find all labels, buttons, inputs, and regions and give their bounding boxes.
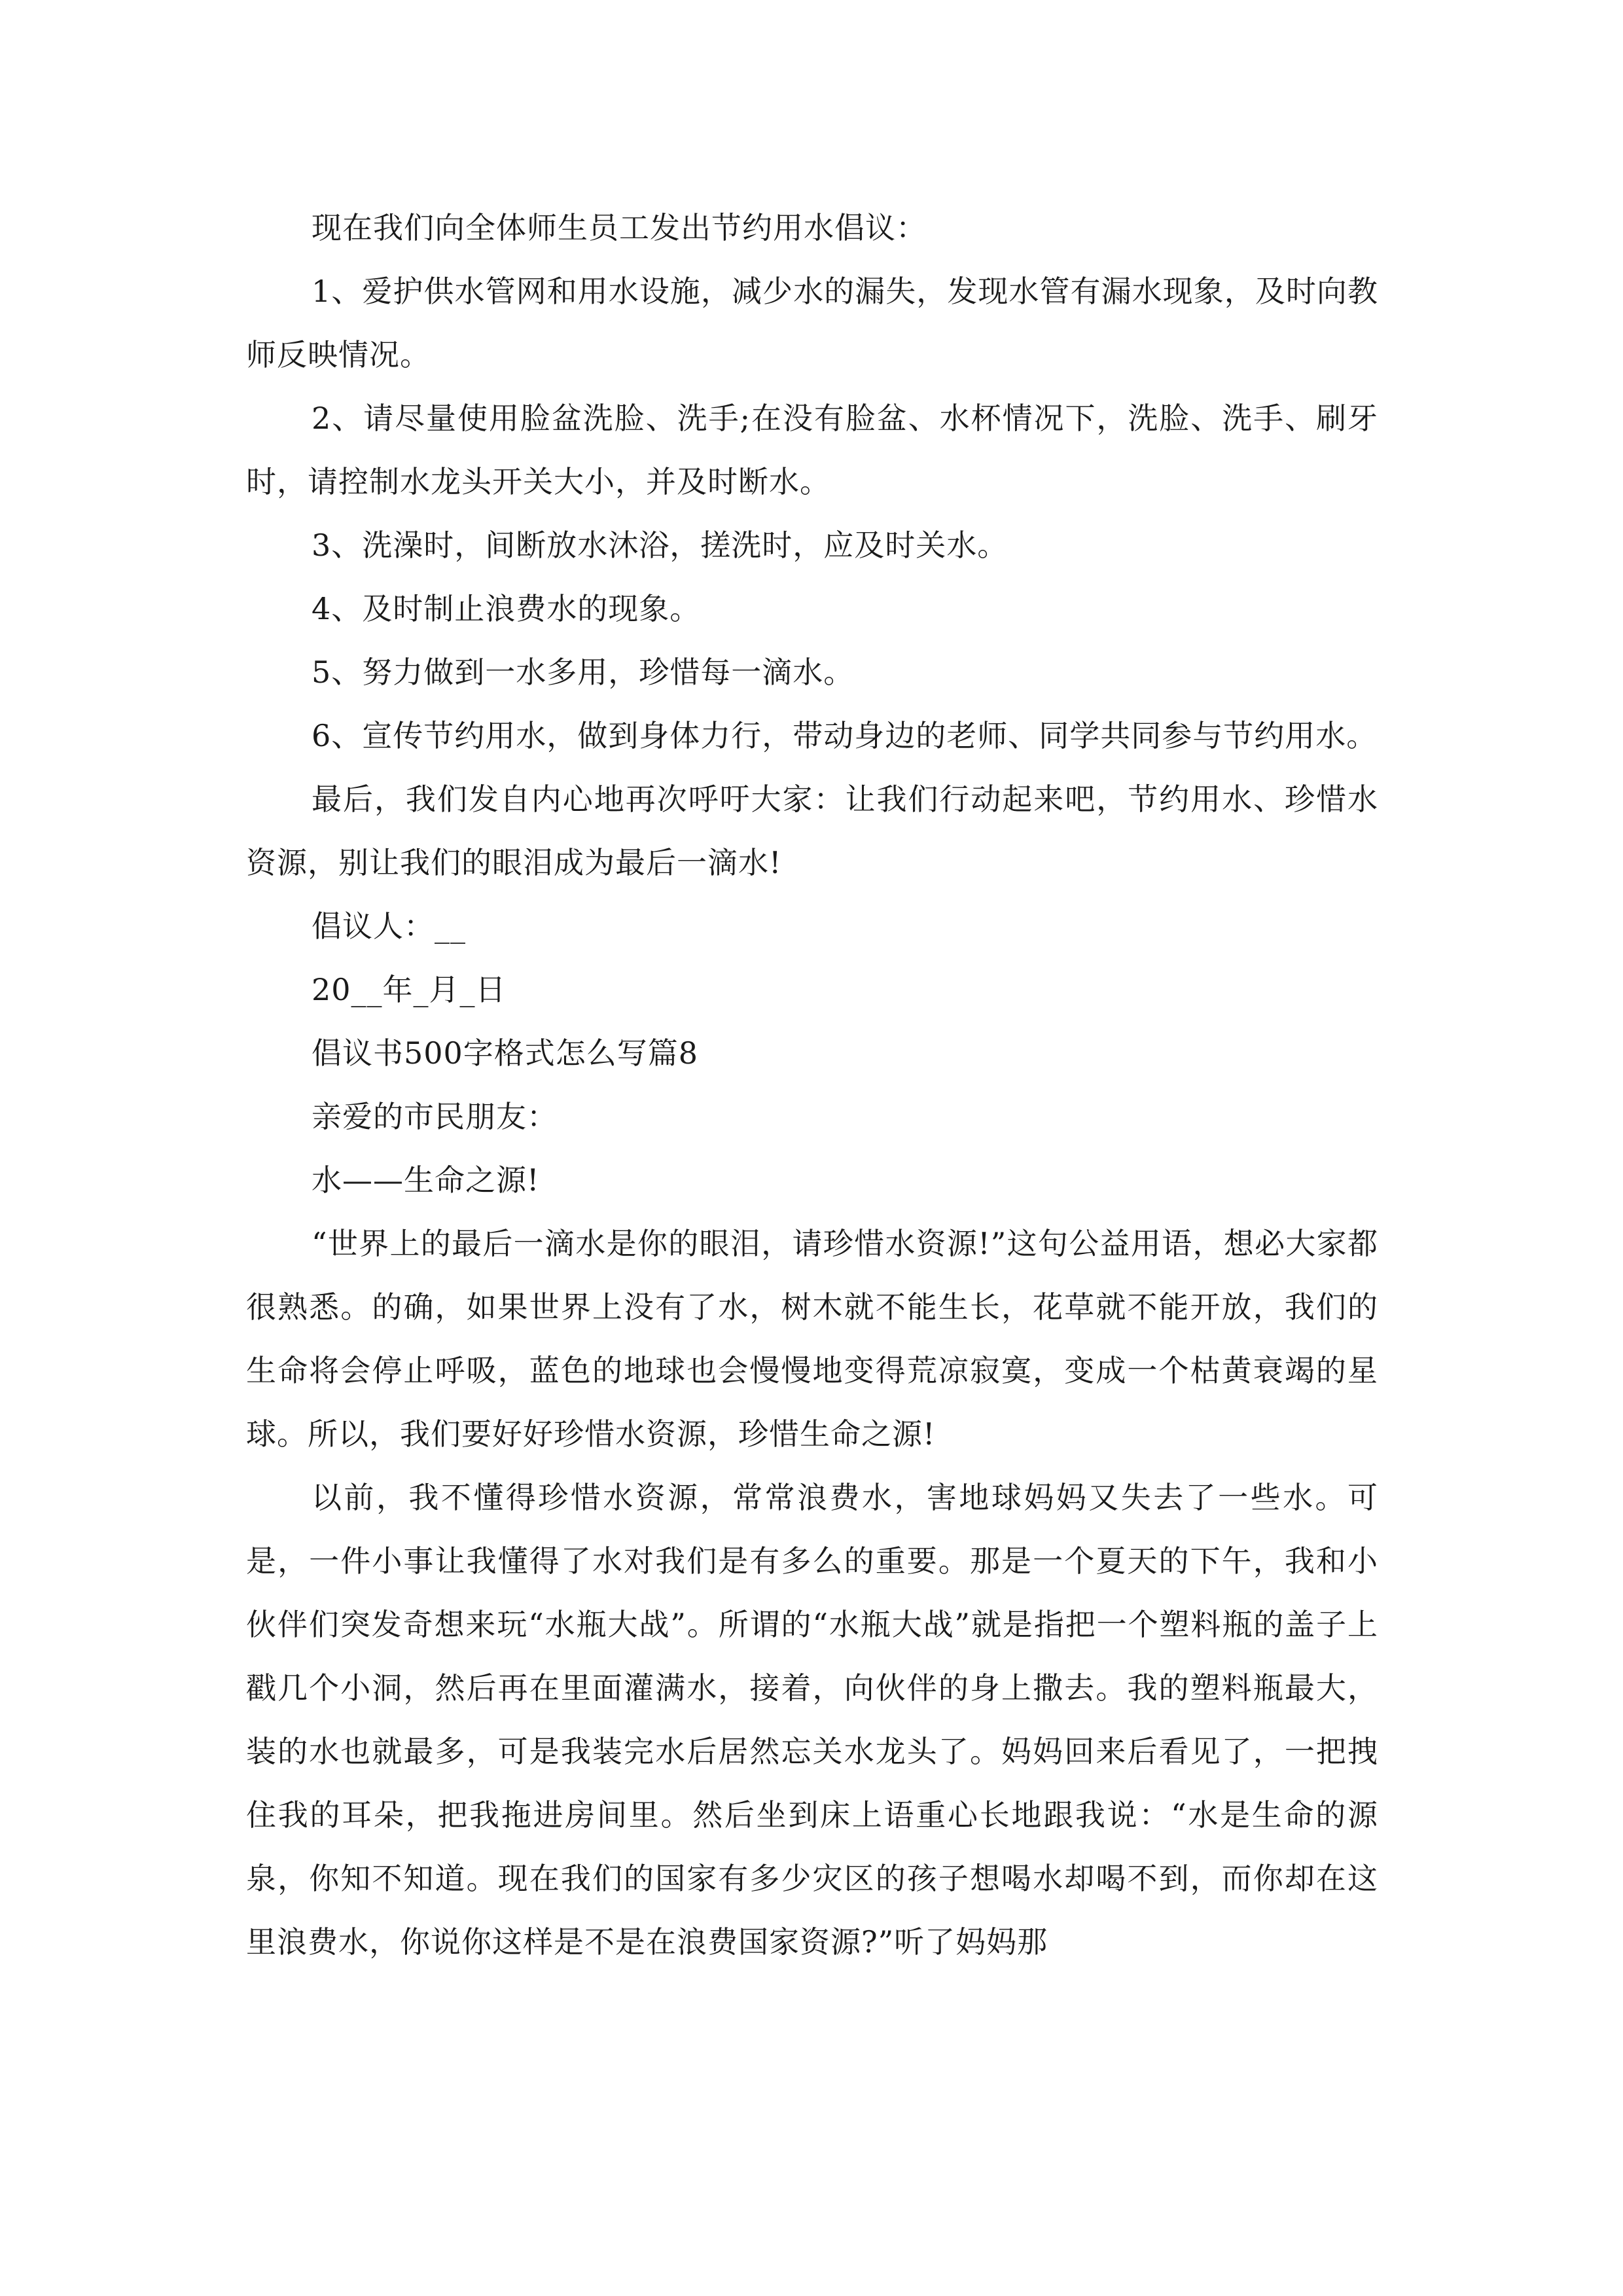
paragraph-body-2: 以前，我不懂得珍惜水资源，常常浪费水，害地球妈妈又失去了一些水。可是，一件小事让我懂得了水对我们是有多么的重要。那是一个夏天的下午，我和小伙伴们突发奇想来玩“水瓶大战”。所谓的“水瓶大战”就是指把一个塑料瓶的盖子上戳几个小洞，然后再在里面灌满水，接着，向伙伴的身上撒去。我的塑料瓶最大，装的水也就最多，可是我装完水后居然忘关水龙头了。妈妈回来后看见了，一把拽住我的耳朵，把我拖进房间里。然后坐到床上语重心长地跟我说：“水是生命的源泉，你知不知道。现在我们的国家有多少灾区的孩子想喝水却喝不到，而你却在这里浪费水，你说你这样是不是在浪费国家资源?”听了妈妈那 <box>246 1480 1378 1960</box>
proposer-line: 倡议人：__ <box>312 908 466 944</box>
paragraph-closing-appeal: 最后，我们发自内心地再次呼吁大家：让我们行动起来吧，节约用水、珍惜水资源，别让我们的眼泪成为最后一滴水! <box>246 781 1378 880</box>
section-title: 倡议书500字格式怎么写篇8 <box>312 1035 699 1071</box>
paragraph-item-2: 2、请尽量使用脸盆洗脸、洗手;在没有脸盆、水杯情况下，洗脸、洗手、刷牙时，请控制水龙头开关大小，并及时断水。 <box>246 401 1378 499</box>
slogan: 水——生命之源! <box>312 1162 540 1198</box>
paragraph-item-3: 3、洗澡时，间断放水沐浴，搓洗时，应及时关水。 <box>312 528 1008 563</box>
date-line: 20__年_月_日 <box>312 972 507 1007</box>
paragraph-item-5: 5、努力做到一水多用，珍惜每一滴水。 <box>312 655 855 690</box>
salutation: 亲爱的市民朋友： <box>312 1099 558 1134</box>
paragraph-body-1: “世界上的最后一滴水是你的眼泪，请珍惜水资源!”这句公益用语，想必大家都很熟悉。的确，如果世界上没有了水，树木就不能生长，花草就不能开放，我们的生命将会停止呼吸，蓝色的地球也会慢慢地变得荒凉寂寞，变成一个枯黄衰竭的星球。所以，我们要好好珍惜水资源，珍惜生命之源! <box>246 1226 1378 1452</box>
paragraph-proposal-intro: 现在我们向全体师生员工发出节约用水倡议： <box>312 210 927 245</box>
document-body <box>246 196 1378 1974</box>
paragraph-item-1: 1、爱护供水管网和用水设施，减少水的漏失，发现水管有漏水现象，及时向教师反映情况。 <box>246 274 1378 372</box>
paragraph-item-4: 4、及时制止浪费水的现象。 <box>312 591 701 626</box>
paragraph-item-6: 6、宣传节约用水，做到身体力行，带动身边的老师、同学共同参与节约用水。 <box>312 718 1378 753</box>
